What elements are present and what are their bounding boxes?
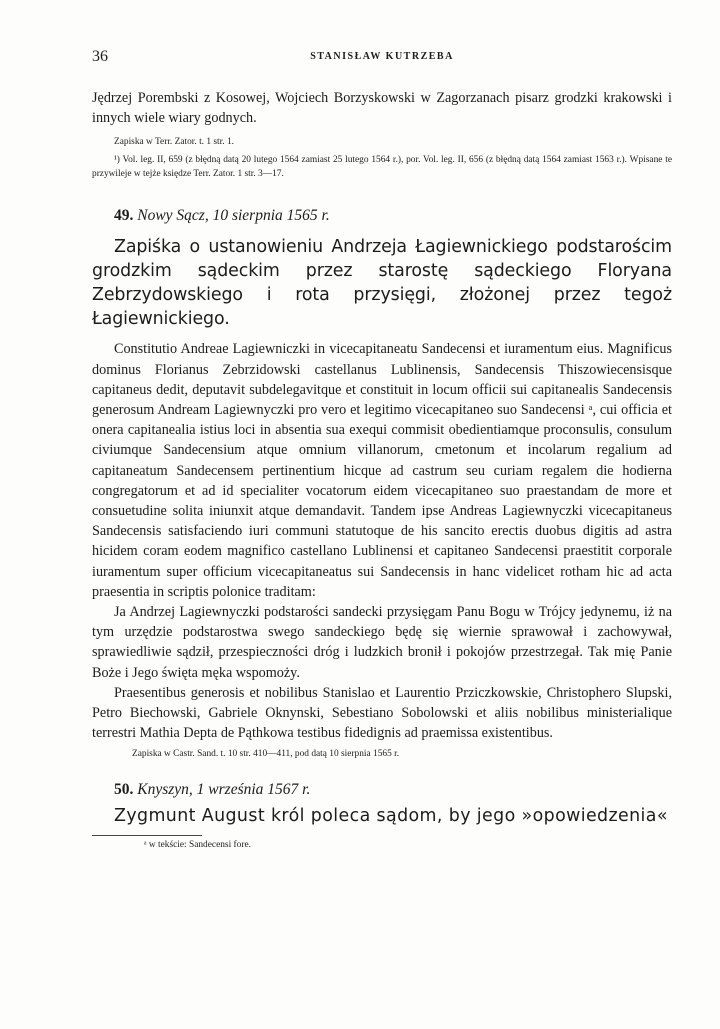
document-50-place-date: Knyszyn, 1 września 1567 r. [137, 781, 311, 799]
document-49-latin-text: Constitutio Andreae Lagiewniczki in vicecapitaneatu Sandecensi et iuramentum eius. Magnificus dominus Florianus Zebrzidowski castellanus Lublinensis, Sandecensis Thiszowiecensisque capitaneus dedit, deputavit subdelegavitque et constituit in locum officii sui capitanealis Sandecensis generosum Andream Lagiewnyczki pro vero et legitimo vicecapitaneo suo Sandecensi ᵃ, cui officia et onera capitanealia istius loci in absentia sua exequi commisit obedientiamque proconsulis, consulum civiumque Sandecensium atque omnium villanorum, cmetonum et incolarum regalium ad capitaneatum Sandecensem pertinentium hicque ad castrum seu curiam regalem die hodierna congregatorum et ad id specialiter vocatorum eidem vicecapitaneo suo praestandam de more et consuetudine solita iniunxit atque demandavit. Tandem ipse Andreas Lagiewnyczki vicecapitaneus Sandecensis satisfaciendo iuri communi statutoque de his sancito erectis duobus digitis ad astra hicidem coram eodem magnifico castellano Lublinensi et capitaneo Sandecensi praestitit corporale iuramentum super officium vicecapitaneatus sui Sandecensis in hanc videlicet rotham hic ad acta praesentia in scriptis polonice traditam: [92, 341, 672, 600]
document-49-heading [92, 205, 672, 227]
document-49-source: Zapiska w Castr. Sand. t. 10 str. 410—411, pod datą 10 sierpnia 1565 r. [132, 749, 400, 760]
document-49-number: 49. [114, 207, 134, 225]
document-page [92, 48, 672, 852]
page-number: 36 [92, 48, 108, 65]
document-49-witnesses: Praesentibus generosis et nobilibus Stanislao et Laurentio Prziczkowskie, Christophero Slupski, Petro Biechowski, Gabriele Oknynski, Sebestiano Sobolowski et aliis nobilibus ministerialique terrestri Mathia Depta de Pąthkowa testibus fidedignis ad praemissa existentibus. [92, 684, 672, 742]
page-header [92, 48, 672, 68]
document-50-number: 50. [114, 781, 134, 799]
previous-document-text: Jędrzej Porembski z Kosowej, Wojciech Borzyskowski w Zagorzanach pisarz grodzki krakowski i innych wiele wiary godnych. [92, 90, 672, 127]
document-50-title: Zygmunt August król poleca sądom, by jego »opowiedzenia« [114, 806, 668, 827]
document-49-polish-oath: Ja Andrzej Lagiewnyczki podstarości sandecki przysięgam Panu Bogu w Trójcy jedynemu, iż na tym urzędzie podstarostwa swego sandeckiego będę się wiernie sprawował i zachowywał, sprawiedliwie sądził, przespieczności dróg i ludzkich bronił i pokojów przestrzegał. Tak mię Panie Boże i Jego święta męka wspomoży. [92, 604, 672, 681]
running-title: STANISŁAW KUTRZEBA [310, 51, 454, 62]
footnote-a: ᵃ w tekście: Sandecensi fore. [144, 840, 251, 851]
footnote-divider [92, 835, 202, 836]
previous-document-footnote: ¹) Vol. leg. II, 659 (z błędną datą 20 lutego 1564 zamiast 25 lutego 1564 r.), por. Vol. leg. II, 656 (z błędną datą 1564 zamiast 1563 r.). Wpisane te przywileje w tejże księdze Terr. Zator. 1 str. 3—17. [92, 155, 672, 180]
document-49-title: Zapiśka o ustanowieniu Andrzeja Łagiewnickiego podstarościm grodzkim sądeckim przez starostę sądeckiego Floryana Zebrzydowskiego i rota przysięgi, złożonej przez tegoż Łagiewnickiego. [92, 237, 672, 330]
previous-document-source: Zapiska w Terr. Zator. t. 1 str. 1. [114, 137, 234, 148]
document-49-place-date: Nowy Sącz, 10 sierpnia 1565 r. [137, 207, 330, 225]
document-50-heading [92, 779, 672, 801]
